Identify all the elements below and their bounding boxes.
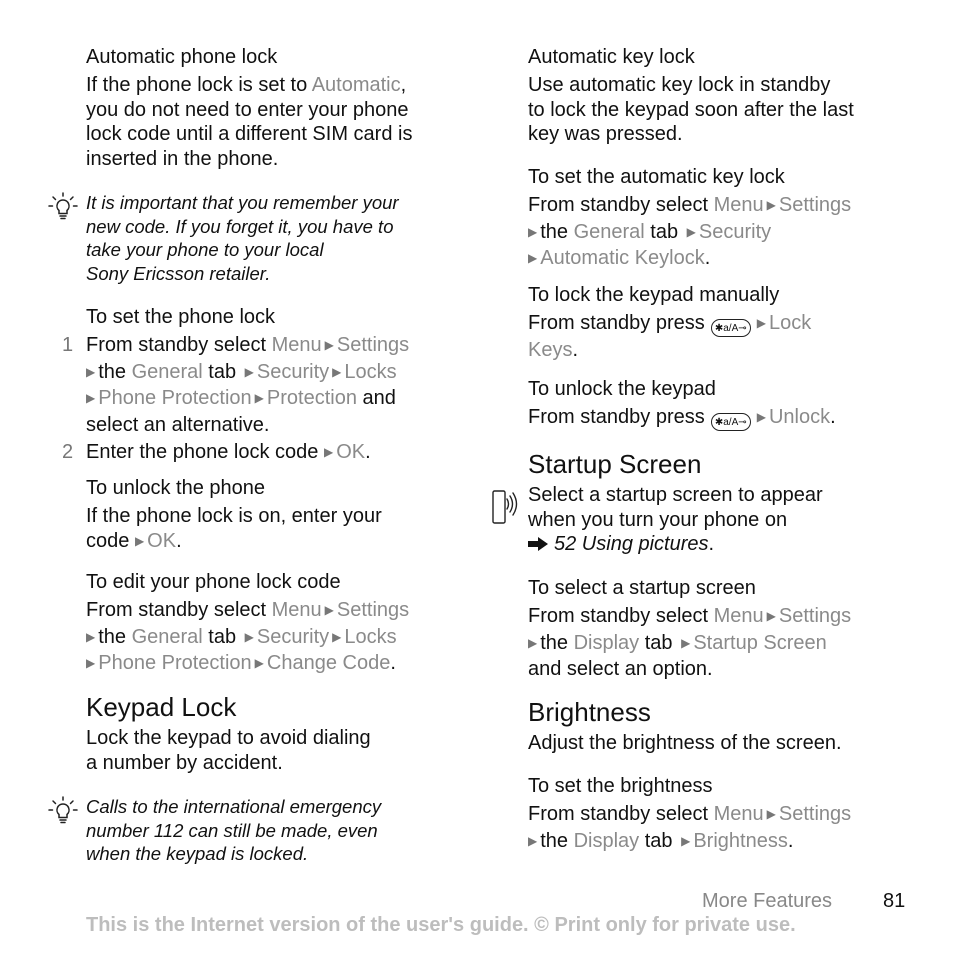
lightbulb-tip-icon: [48, 192, 78, 222]
arrow-icon: ▶: [244, 629, 254, 644]
arrow-icon: ▶: [134, 533, 145, 548]
arrow-icon: ▶: [528, 224, 538, 239]
step-number: 1: [62, 334, 74, 356]
section-unlock-phone: To unlock the phone If the phone lock is on, enter your code ▶ OK.: [86, 476, 486, 555]
tip-text: It is important that you remember your new code. If you forget it, you have to take your phone to your local Sony Ericsson retailer.: [86, 192, 399, 284]
section-keypad-lock: Keypad Lock Lock the keypad to avoid dialing a number by accident.: [86, 692, 486, 775]
subheading: To select a startup screen: [528, 577, 756, 599]
subheading: Automatic phone lock: [86, 46, 278, 68]
arrow-icon: ▶: [324, 338, 334, 352]
subheading: To edit your phone lock code: [86, 571, 341, 593]
arrow-icon: ▶: [766, 609, 776, 623]
arrow-icon: ▶: [766, 807, 776, 821]
section-automatic-phone-lock: Automatic phone lock If the phone lock is set to Automatic, you do not need to enter your phone lock code until a different SIM card is inserted in the phone.: [86, 45, 486, 171]
section-set-brightness: To set the brightness From standby select Menu ▶ Settings ▶ the Display tab ▶ Brightness.: [528, 774, 928, 855]
phone-vibrate-icon: [490, 487, 520, 527]
section-heading: Keypad Lock: [86, 692, 237, 722]
step-number: 2: [62, 441, 74, 464]
section-brightness: Brightness Adjust the brightness of the screen.: [528, 697, 928, 756]
arrow-icon: ▶: [86, 391, 96, 406]
arrow-icon: ▶: [332, 364, 342, 379]
arrow-icon: ▶: [528, 635, 538, 650]
star-key-icon: ✱a/A⊸: [711, 413, 751, 431]
section-select-startup: To select a startup screen From standby select Menu ▶ Settings ▶ the Display tab ▶ Startup Screen and select an option.: [528, 576, 928, 682]
footer-notice: This is the Internet version of the user's guide. © Print only for private use.: [86, 914, 796, 936]
section-set-auto-key-lock: To set the automatic key lock From standby select Menu ▶ Settings ▶ the General tab ▶ Security ▶ Automatic Keylock.: [528, 165, 928, 273]
tip-text: Calls to the international emergency number 112 can still be made, even when the keypad is locked.: [86, 796, 382, 864]
arrow-icon: ▶: [86, 629, 96, 644]
arrow-icon: ▶: [681, 833, 691, 848]
section-automatic-key-lock: Automatic key lock Use automatic key lock in standby to lock the keypad soon after the last key was pressed.: [528, 45, 928, 147]
arrow-icon: ▶: [528, 833, 538, 848]
arrow-icon: ▶: [254, 656, 264, 671]
subheading: To set the automatic key lock: [528, 166, 785, 188]
page-reference[interactable]: 52 Using pictures: [554, 533, 709, 556]
page-number: 81: [883, 890, 906, 912]
arrow-icon: ▶: [86, 656, 96, 671]
footer-section-name: More Features: [702, 890, 833, 912]
section-heading: Brightness: [528, 697, 651, 727]
section-set-phone-lock: To set the phone lock 1 From standby select Menu ▶ Settings ▶ the General tab ▶ Security ▶ Locks ▶ Phone Protection ▶ Protection and select an alternative. 2 Enter the phone lock code ▶ OK.: [86, 305, 486, 467]
section-lock-keypad: To lock the keypad manually From standby press ✱a/A⊸ ▶ Lock Keys.: [528, 283, 928, 362]
arrow-icon: ▶: [756, 316, 766, 330]
arrow-icon: ▶: [681, 635, 691, 650]
reference-arrow-icon: [528, 537, 548, 551]
section-heading: Startup Screen: [528, 449, 702, 479]
subheading: To unlock the phone: [86, 477, 266, 499]
arrow-icon: ▶: [254, 391, 264, 406]
arrow-icon: ▶: [323, 445, 334, 460]
arrow-icon: ▶: [756, 410, 766, 424]
arrow-icon: ▶: [332, 629, 342, 644]
lightbulb-tip-icon: [48, 796, 78, 826]
subheading: To set the brightness: [528, 775, 713, 797]
arrow-icon: ▶: [244, 364, 254, 379]
menu-item: Automatic: [311, 74, 401, 96]
arrow-icon: ▶: [86, 364, 96, 379]
subheading: Automatic key lock: [528, 46, 695, 68]
subheading: To set the phone lock: [86, 306, 276, 328]
section-edit-code: To edit your phone lock code From standby select Menu ▶ Settings ▶ the General tab ▶ Security ▶ Locks ▶ Phone Protection ▶ Change Code.: [86, 570, 486, 678]
star-key-icon: ✱a/A⊸: [711, 319, 751, 337]
subheading: To unlock the keypad: [528, 378, 716, 400]
subheading: To lock the keypad manually: [528, 284, 780, 306]
arrow-icon: ▶: [766, 198, 776, 212]
arrow-icon: ▶: [528, 251, 538, 266]
section-unlock-keypad: To unlock the keypad From standby press ✱a/A⊸ ▶ Unlock.: [528, 377, 928, 432]
section-startup-screen: Startup Screen Select a startup screen to appear when you turn your phone on 52 Using pictures.: [528, 449, 928, 557]
arrow-icon: ▶: [686, 224, 696, 239]
arrow-icon: ▶: [324, 603, 334, 617]
